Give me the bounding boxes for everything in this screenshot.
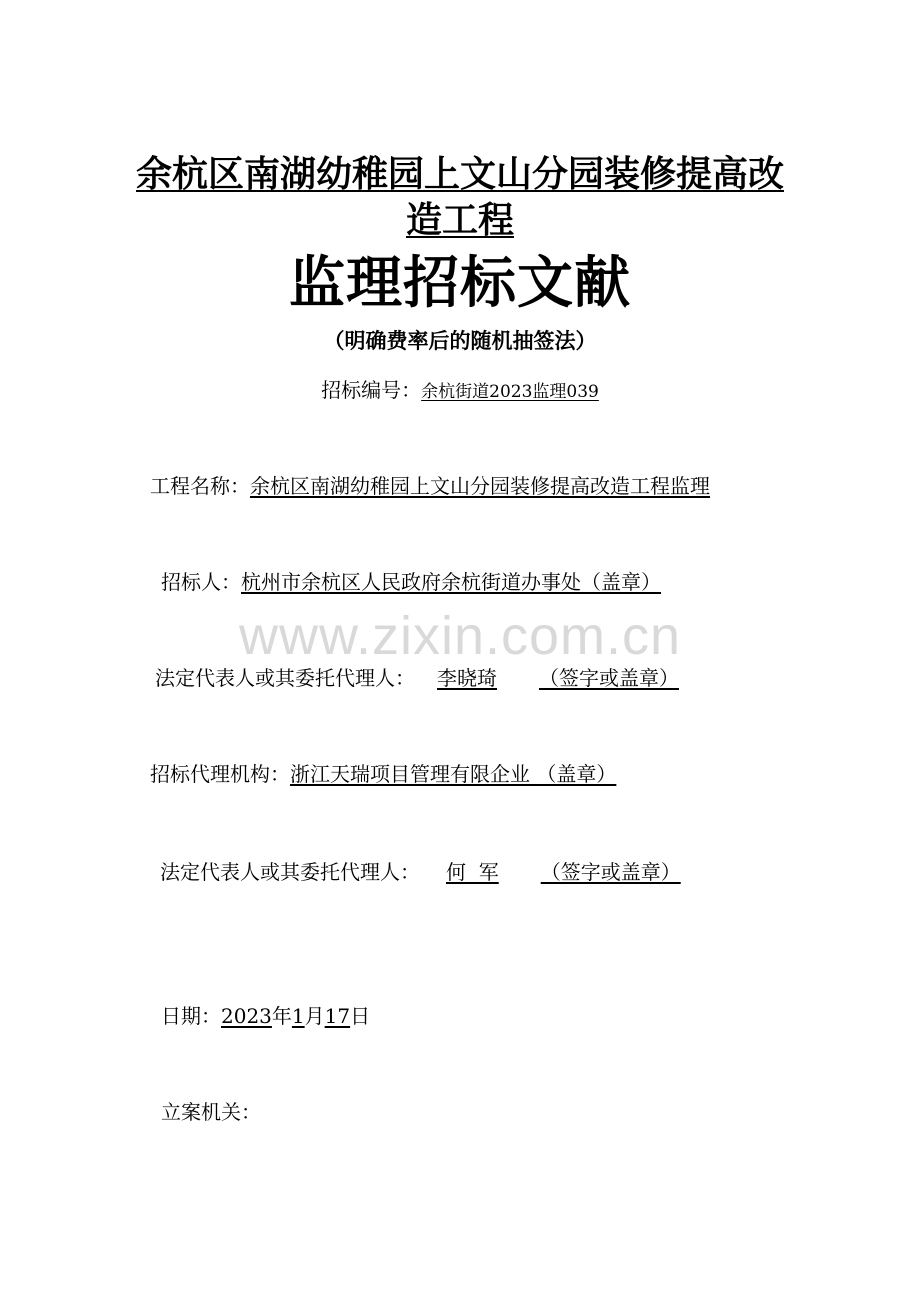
tender-number-row [0,376,920,406]
representative-2-label: 法定代表人或其委托代理人： [160,860,420,884]
tenderer-label: 招标人： [161,570,241,594]
date-month-unit: 月 [304,1004,325,1028]
agency-value: 浙江天瑞项目管理有限企业 （盖章） [290,762,617,786]
title-line-2 [0,198,920,242]
title-text-2: 造工程 [405,199,514,241]
title-text-1: 余杭区南湖幼稚园上文山分园装修提高改 [135,153,784,195]
representative-1-label: 法定代表人或其委托代理人： [155,666,415,690]
main-title: 监理招标文献 [289,250,631,316]
date-day-unit: 日 [350,1004,371,1028]
representative-1-note: （签字或盖章） [539,666,679,690]
date-year: 2023 [221,1004,272,1028]
date-row [161,1002,370,1030]
filing-authority-label: 立案机关： [161,1100,261,1124]
representative-1-field [415,666,679,690]
tender-number-label: 招标编号： [321,378,422,402]
tender-number-value: 余杭街道2023监理039 [421,382,599,402]
agency-row [150,760,616,788]
title-line-1 [0,152,920,196]
representative-2-note: （签字或盖章） [540,860,681,884]
project-name-value: 余杭区南湖幼稚园上文山分园装修提高改造工程监理 [250,474,710,498]
project-name-label: 工程名称： [150,474,250,498]
representative-2-row [160,858,681,886]
project-name-row [150,472,710,500]
subtitle: （明确费率后的随机抽签法） [323,328,597,353]
representative-2-field [420,860,681,884]
agency-label: 招标代理机构： [150,762,290,786]
date-year-unit: 年 [271,1004,292,1028]
representative-2-name: 何 军 [446,860,499,884]
date-day: 17 [324,1004,351,1028]
watermark: www.zixin.com.cn [238,606,682,666]
filing-authority-row [161,1098,261,1126]
tenderer-row [161,568,661,596]
date-month: 1 [291,1004,305,1028]
date-label: 日期： [161,1004,221,1028]
tenderer-value: 杭州市余杭区人民政府余杭街道办事处（盖章） [241,570,661,594]
representative-1-row [155,664,679,692]
representative-1-name: 李晓琦 [437,666,497,690]
